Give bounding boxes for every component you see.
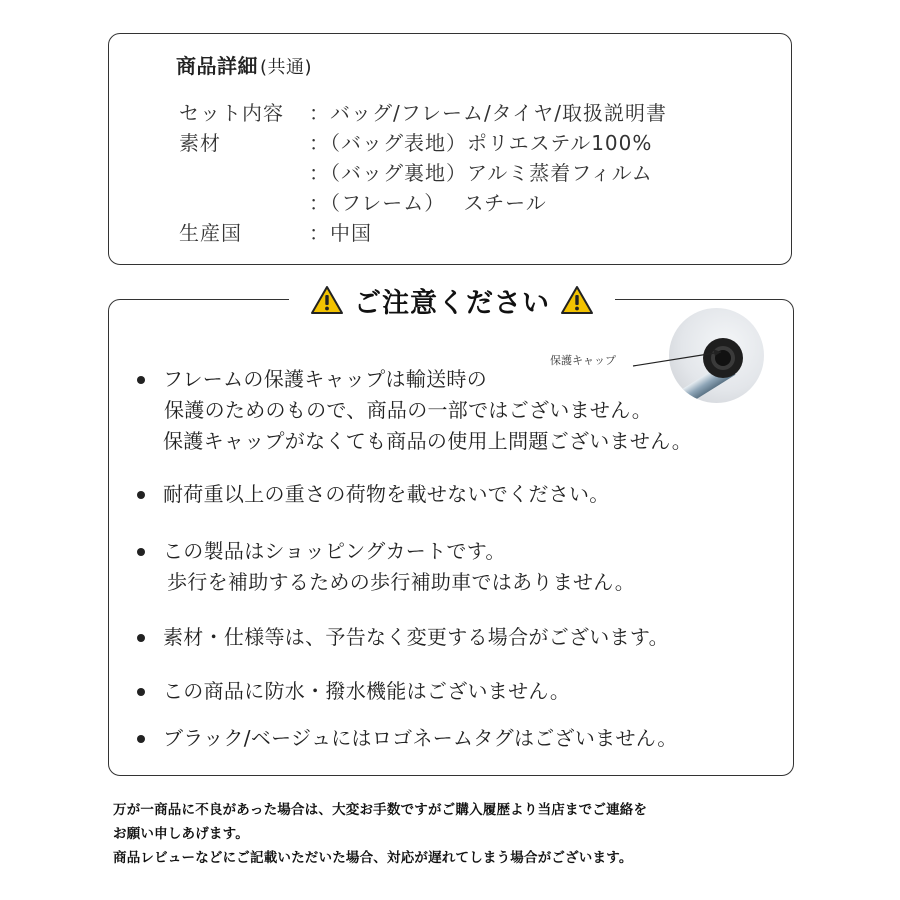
- notice-line: 歩行を補助するための歩行補助車ではありません。: [167, 570, 636, 594]
- notice-item: [137, 536, 635, 598]
- notice-line: フレームの保護キャップは輸送時の: [163, 367, 487, 391]
- caution-title: ご注意ください: [354, 287, 550, 319]
- details-title-sub: (共通): [260, 57, 313, 78]
- spec-label: 素材: [179, 131, 221, 155]
- spec-value: ：中国: [309, 221, 372, 245]
- notice-item: [137, 479, 610, 510]
- footer-note: 万が一商品に不良があった場合は、大変お手数ですがご購入履歴より当店までご連絡を: [113, 802, 648, 818]
- footer-note: 商品レビューなどにご記載いただいた場合、対応が遅れてしまう場合がございます。: [113, 850, 633, 866]
- caution-header: [289, 282, 615, 318]
- bullet-icon: [137, 735, 145, 743]
- footer-note: お願い申しあげます。: [113, 826, 249, 842]
- notice-line: 素材・仕様等は、予告なく変更する場合がございます。: [163, 625, 669, 649]
- warning-triangle-icon: [310, 285, 344, 315]
- bullet-icon: [137, 548, 145, 556]
- notice-item: [137, 364, 692, 457]
- details-title: [176, 50, 312, 79]
- details-title-main: 商品詳細: [176, 54, 258, 78]
- notice-item: [137, 723, 678, 754]
- spec-value: ：（バッグ裏地）アルミ蒸着フィルム: [309, 161, 653, 185]
- spec-value: ：（バッグ表地）ポリエステル100%: [309, 131, 653, 155]
- bullet-icon: [137, 491, 145, 499]
- cap-label: 保護キャップ: [550, 354, 616, 367]
- spec-label: 生産国: [179, 221, 242, 245]
- warning-triangle-icon: [560, 285, 594, 315]
- notice-line: 耐荷重以上の重さの荷物を載せないでください。: [163, 482, 610, 506]
- spec-value: ：バッグ/フレーム/タイヤ/取扱説明書: [309, 101, 668, 125]
- notice-line: 保護キャップがなくても商品の使用上問題ございません。: [163, 429, 692, 453]
- notice-line: この商品に防水・撥水機能はございません。: [163, 679, 571, 703]
- notice-item: [137, 622, 669, 653]
- notice-line: 保護のためのもので、商品の一部ではございません。: [164, 398, 652, 422]
- bullet-icon: [137, 634, 145, 642]
- product-details-box: [108, 33, 792, 265]
- spec-value: ：（フレーム） スチール: [309, 191, 547, 215]
- caution-box: [108, 287, 794, 776]
- bullet-icon: [137, 376, 145, 384]
- spec-label: セット内容: [179, 101, 284, 125]
- notice-line: ブラック/ベージュにはロゴネームタグはございません。: [163, 726, 678, 750]
- bullet-icon: [137, 688, 145, 696]
- notice-item: [137, 676, 570, 707]
- notice-line: この製品はショッピングカートです。: [163, 539, 506, 563]
